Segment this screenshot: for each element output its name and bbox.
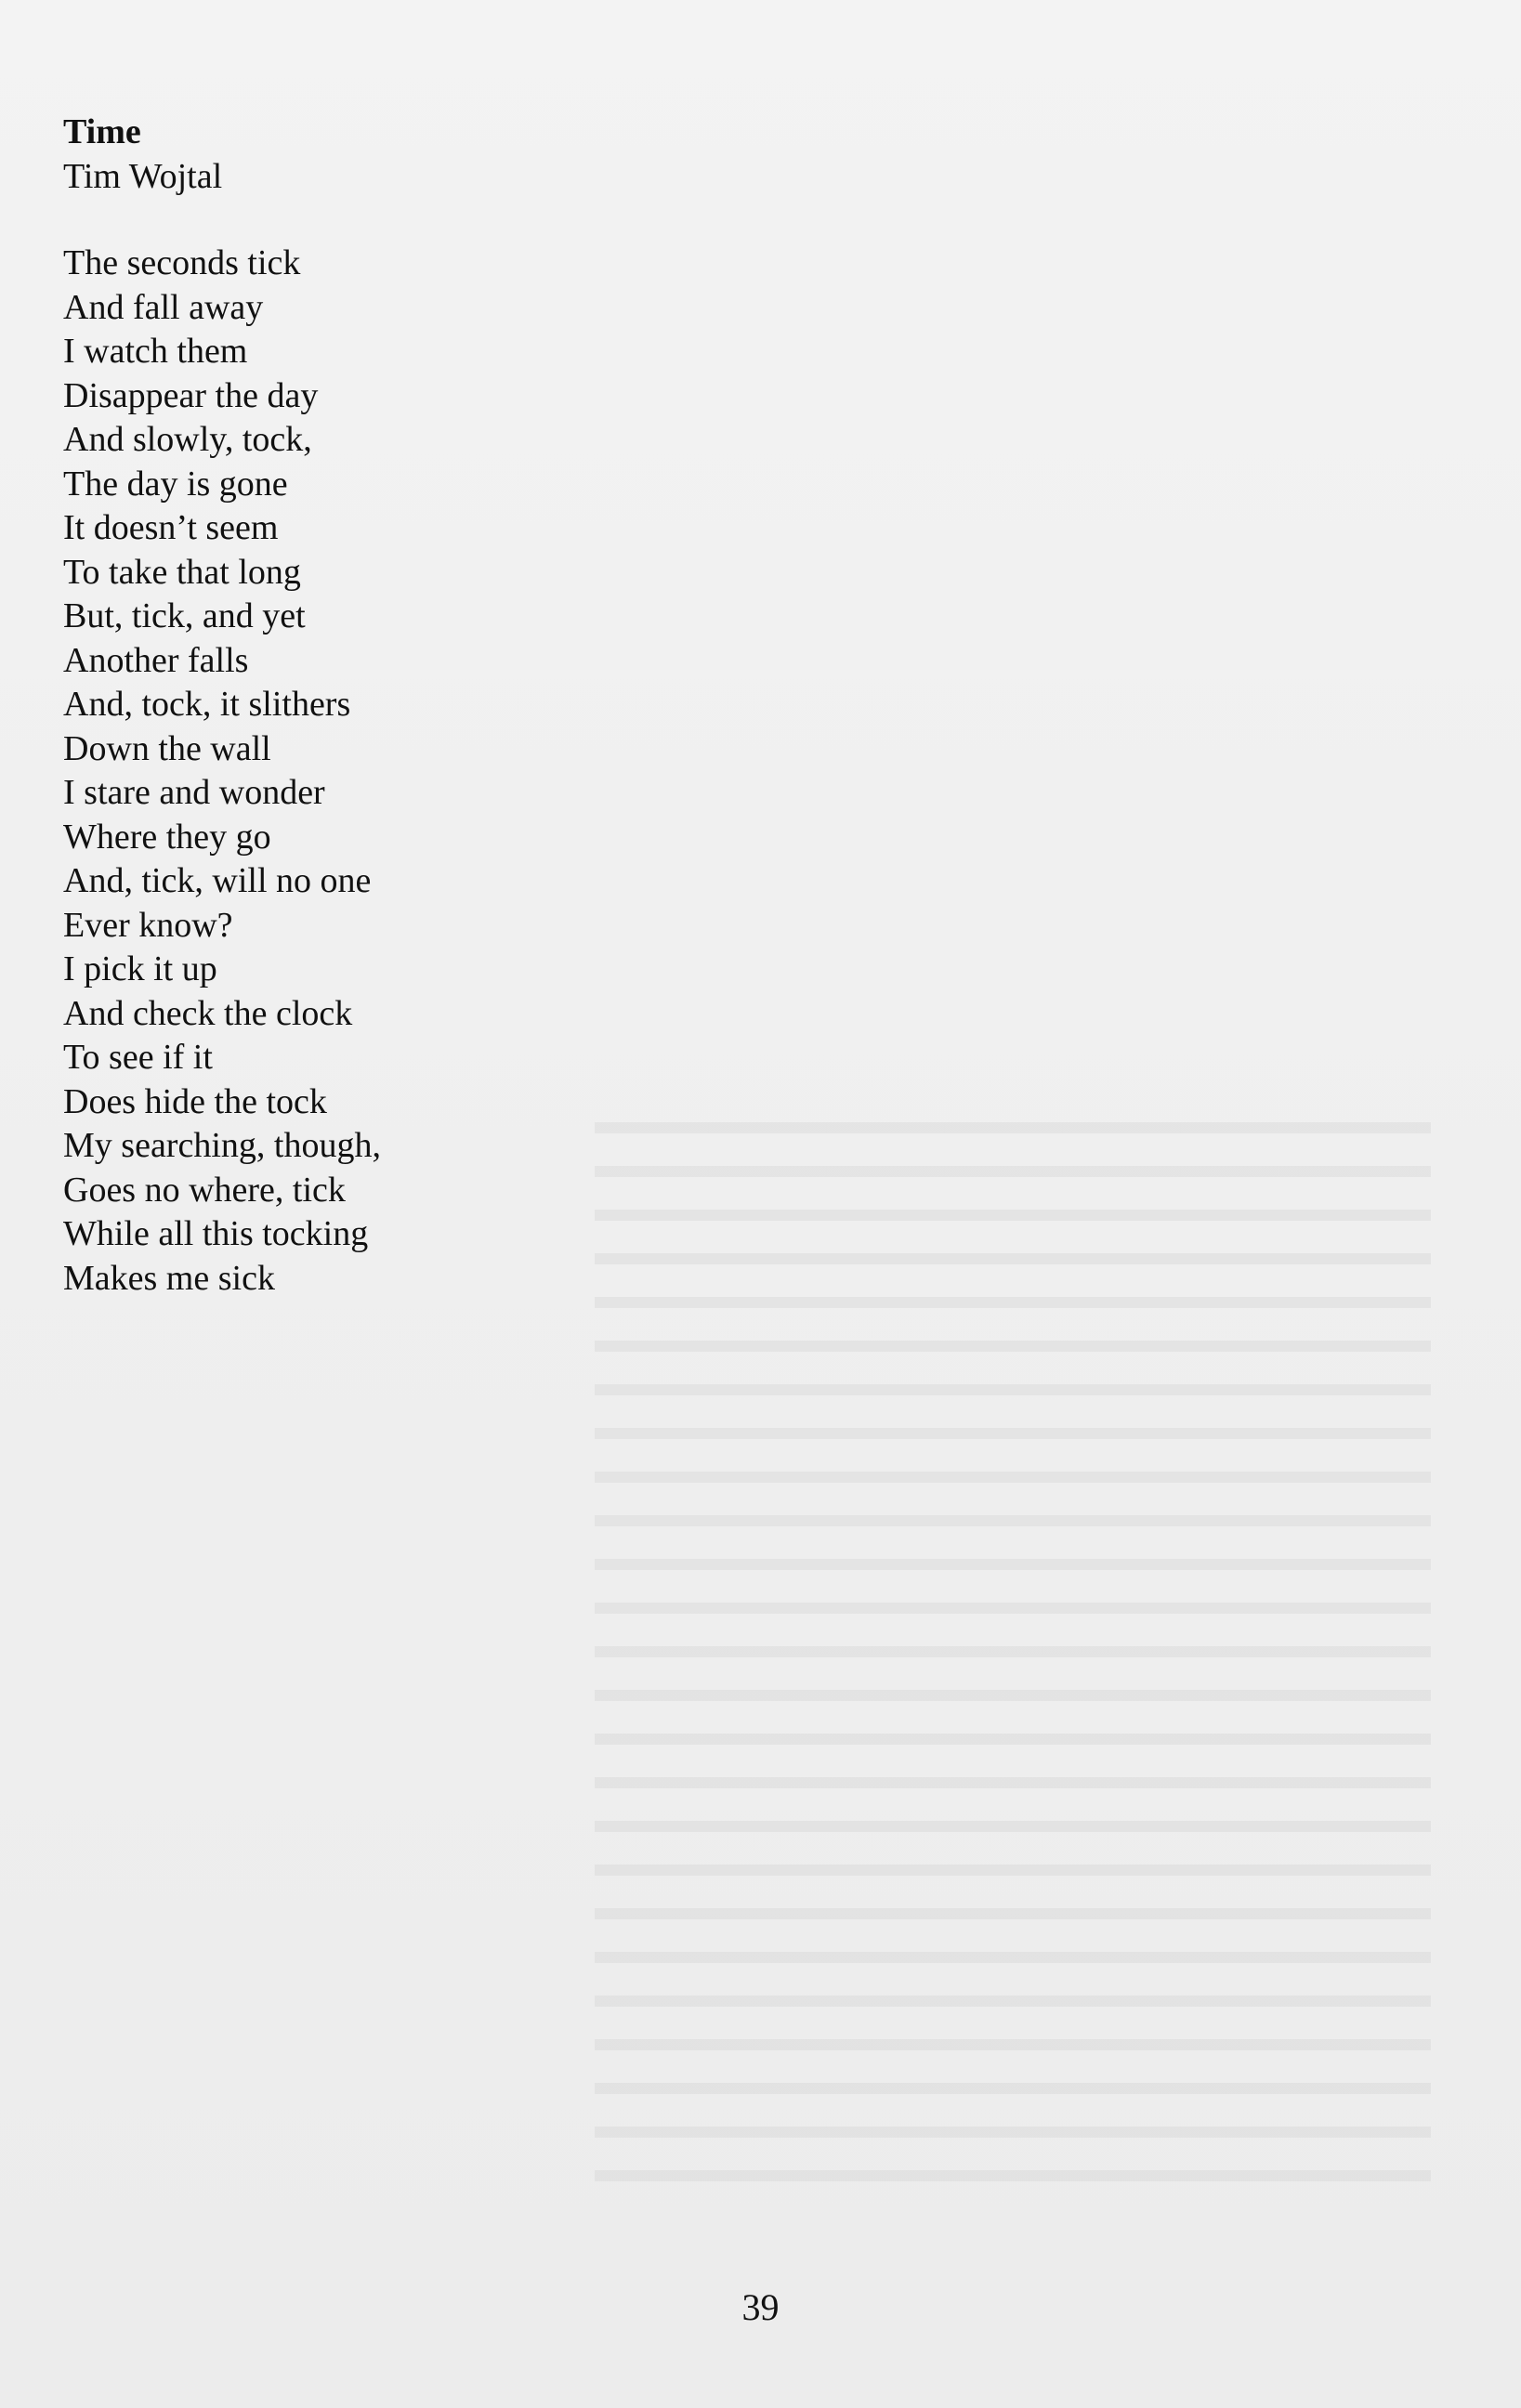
- poem-line: And slowly, tock,: [63, 420, 312, 459]
- poem-line: Ever know?: [63, 905, 233, 945]
- poem-line: The seconds tick: [63, 243, 301, 282]
- poem-line: Disappear the day: [63, 375, 319, 415]
- poem-line: The day is gone: [63, 464, 288, 504]
- poem-title: Time: [63, 112, 141, 151]
- poem-line: And check the clock: [63, 993, 353, 1033]
- poem-line: Goes no where, tick: [63, 1170, 346, 1210]
- poem-line: It doesn’t seem: [63, 508, 279, 547]
- poem-line: And, tick, will no one: [63, 861, 372, 900]
- poem-body: [63, 242, 381, 1301]
- poem-line: My searching, though,: [63, 1126, 381, 1165]
- poem-line: I watch them: [63, 332, 248, 371]
- poem-author: Tim Wojtal: [63, 157, 223, 196]
- reverse-side-bleed-through: [595, 1096, 1431, 2211]
- poem-line: Does hide the tock: [63, 1081, 327, 1121]
- poem-line: While all this tocking: [63, 1214, 369, 1253]
- poem-line: Down the wall: [63, 728, 271, 768]
- poem-line: But, tick, and yet: [63, 596, 306, 635]
- poem-line: And, tock, it slithers: [63, 685, 351, 724]
- poem-line: To take that long: [63, 552, 301, 592]
- poem-line: I pick it up: [63, 949, 217, 988]
- poem-line: Another falls: [63, 640, 249, 680]
- poem: [63, 110, 381, 1301]
- poem-line: To see if it: [63, 1038, 213, 1077]
- poem-line: I stare and wonder: [63, 773, 325, 812]
- poem-line: Where they go: [63, 817, 271, 857]
- poem-line: And fall away: [63, 287, 264, 327]
- poem-line: Makes me sick: [63, 1258, 275, 1298]
- page-number: 39: [741, 2286, 780, 2328]
